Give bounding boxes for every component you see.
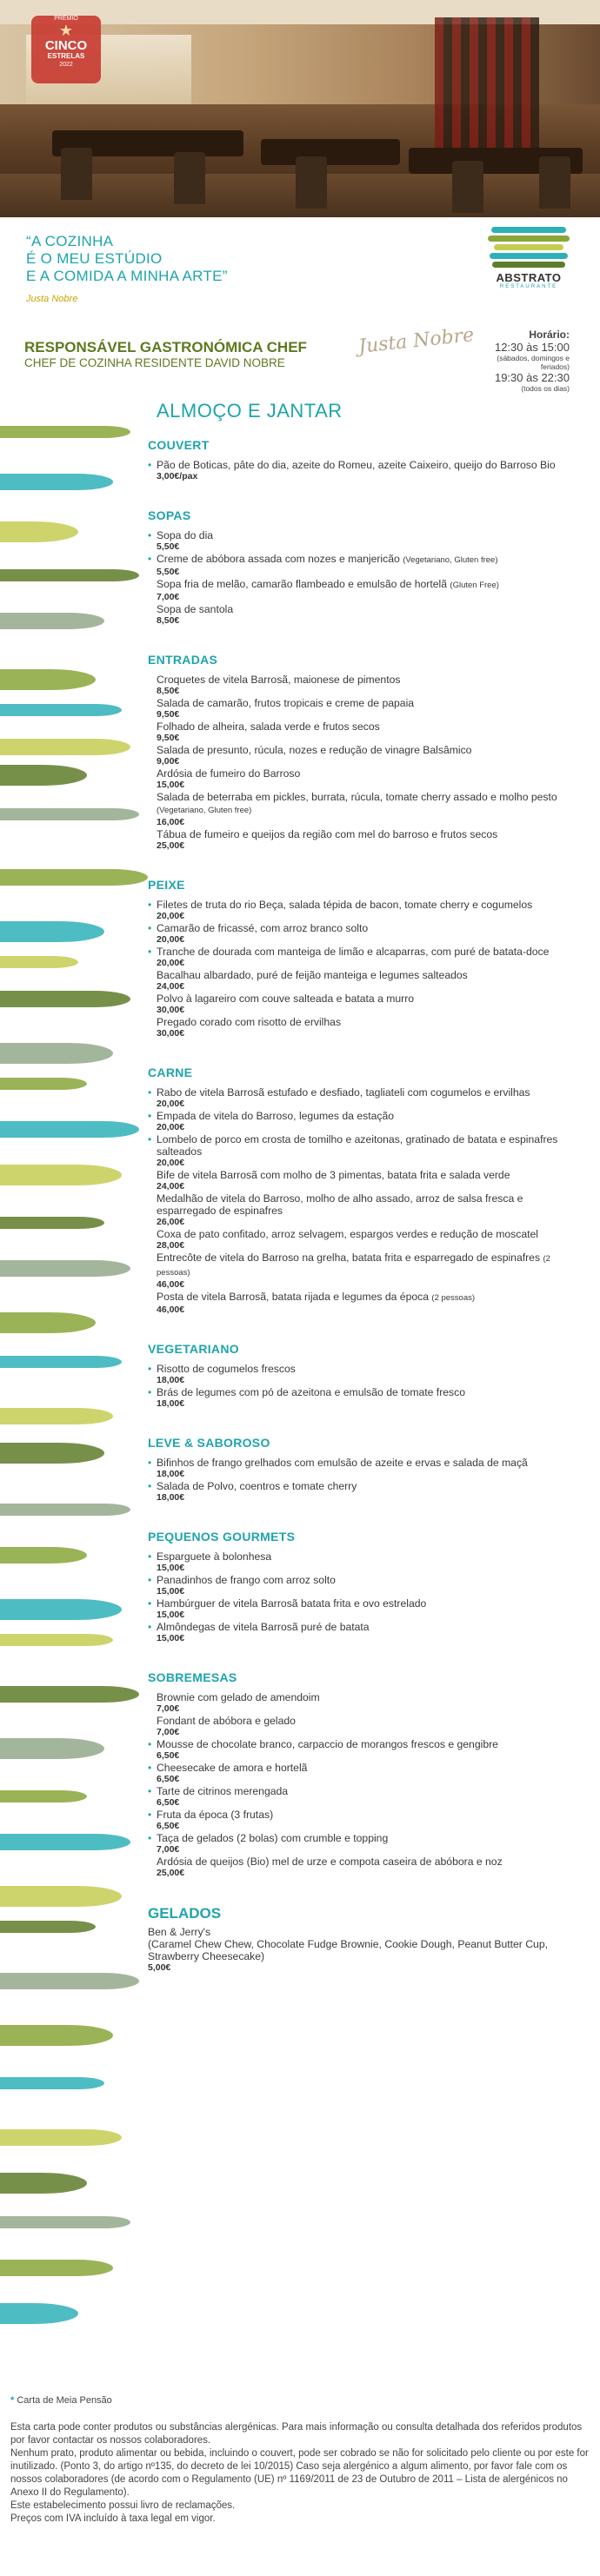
item-name: Almôndegas de vitela Barrosã puré de batata: [157, 1621, 370, 1633]
item-name: Medalhão de vitela do Barroso, molho de alho assado, arroz de salsa fresca e esparregado de espinafres: [157, 1192, 523, 1217]
item-name: Tarte de citrinos merengada: [157, 1785, 289, 1797]
item-price: 7,00€: [157, 1727, 180, 1737]
bullet-icon: •: [148, 1832, 152, 1844]
brush-stroke: [0, 1078, 87, 1090]
brush-stroke: [0, 1973, 139, 1989]
quote-line: “A COZINHA: [26, 233, 114, 249]
badge-line2: CINCO: [44, 38, 88, 53]
footer-line: Esta carta pode conter produtos ou substâncias alergénicas. Para mais informação ou consulta detalhada dos referidos produtos por favor contactar os nossos colaboradores.: [10, 2422, 583, 2446]
bullet-icon: •: [148, 1809, 152, 1821]
menu-item: [148, 993, 581, 1016]
logo-stripe: [492, 262, 565, 268]
menu-item: [148, 553, 581, 578]
brush-stroke: [0, 1217, 104, 1229]
item-name: Bacalhau albardado, puré de feijão manteiga e legumes salteados: [157, 969, 468, 981]
brush-stroke: [0, 426, 130, 438]
menu-item: [148, 1597, 581, 1621]
item-price: 20,00€: [157, 958, 185, 968]
item-name: Rabo de vitela Barrosã estufado e desfiado, tagliateli com cogumelos e ervilhas: [157, 1086, 530, 1099]
item-name: Brownie com gelado de amendoim: [157, 1691, 320, 1703]
menu-item: [148, 1169, 581, 1192]
bullet-icon: •: [148, 1738, 152, 1750]
category-title: CARNE: [148, 1066, 193, 1079]
item-name: Lombelo de porco em crosta de tomilho e azeitonas, gratinado de batata e espinafres salteados: [157, 1133, 558, 1158]
category-title: LEVE & SABOROSO: [148, 1436, 270, 1450]
menu-item: [148, 1785, 581, 1809]
item-name: Risotto de cogumelos frescos: [157, 1363, 296, 1375]
item-price: 9,50€: [157, 733, 180, 743]
item-name: Ardósia de fumeiro do Barroso: [157, 767, 301, 780]
item-price: 3,00€/pax: [157, 471, 198, 481]
menu-item: [148, 1457, 581, 1480]
item-name: Ben & Jerry's: [148, 1926, 211, 1938]
meia-pensao-label: Carta de Meia Pensão: [17, 2395, 112, 2406]
bullet-icon: •: [148, 1762, 152, 1774]
brush-stroke: [0, 2216, 130, 2228]
menu-item: [148, 1809, 581, 1832]
item-name: Cheesecake de amora e hortelã: [157, 1762, 308, 1774]
item-note: (Vegetariano, Gluten free): [157, 806, 252, 815]
item-price: 9,00€: [157, 756, 180, 767]
hours-dinner: 19:30 às 22:30: [494, 371, 570, 384]
brush-stroke: [0, 1121, 139, 1138]
menu-item: [148, 1926, 581, 1974]
bullet-icon: •: [148, 1785, 152, 1797]
category-title: COUVERT: [148, 438, 210, 452]
brush-stroke: [0, 1634, 113, 1646]
item-name: Salada de camarão, frutos tropicais e creme de papaia: [157, 697, 415, 709]
logo-stripe: [491, 227, 566, 233]
brush-stroke: [0, 869, 148, 886]
brush-stroke: [0, 2129, 122, 2146]
menu-item: [148, 767, 581, 791]
chef-quote: [26, 233, 228, 285]
meia-pensao-mark: *: [10, 2395, 15, 2406]
category-title: PEQUENOS GOURMETS: [148, 1530, 296, 1544]
item-price: 18,00€: [157, 1398, 185, 1409]
item-price: 5,50€: [157, 567, 180, 577]
item-name: Folhado de alheira, salada verde e frutos secos: [157, 720, 380, 733]
item-price: 8,50€: [157, 615, 180, 626]
hero-chair: [61, 148, 92, 200]
item-price: 7,00€: [157, 1703, 180, 1714]
menu-item: [148, 459, 581, 482]
meia-pensao-note: [10, 2394, 590, 2407]
brush-stroke: [0, 765, 87, 786]
bullet-icon: •: [148, 1597, 152, 1610]
brush-stroke: [0, 669, 96, 690]
item-price: 25,00€: [157, 1868, 185, 1878]
menu-item: [148, 1133, 581, 1169]
brush-stroke: [0, 2173, 87, 2194]
item-name: Bife de vitela Barrosã com molho de 3 pimentas, batata frita e salada verde: [157, 1169, 510, 1181]
item-note: (2 pessoas): [431, 1293, 476, 1303]
item-price: 20,00€: [157, 1122, 185, 1132]
menu-category: [148, 1342, 581, 1410]
menu-item: [148, 1715, 581, 1738]
brush-stroke: [0, 1356, 122, 1368]
menu-item: [148, 529, 581, 553]
item-price: 18,00€: [157, 1469, 185, 1479]
menu-item: [148, 1251, 581, 1291]
bullet-icon: •: [148, 553, 152, 565]
quote-author: Justa Nobre: [26, 294, 78, 304]
item-name: Salada de Polvo, coentros e tomate cherry: [157, 1480, 357, 1492]
item-name: Bifinhos de frango grelhados com emulsão de azeite e ervas e salada de maçã: [157, 1457, 528, 1469]
brush-stroke: [0, 474, 113, 490]
menu-item: [148, 1691, 581, 1715]
item-name: Mousse de chocolate branco, carpaccio de morangos frescos e gengibre: [157, 1738, 498, 1750]
item-price: 6,50€: [157, 1797, 180, 1808]
footer-line: Nenhum prato, produto alimentar ou bebida, incluindo o couvert, pode ser cobrado se não for solicitado pelo cliente ou por este for inutilizado. (Ponto 3, do artigo nº135, do decreto de lei 10/2015) Caso seja alergénico a algum alimento, por favor fale com os nossos colaboradores (de acordo com o Regulamento (UE) nº 1169/2011 de 23 de Outubro de 2011 – Lista de alergénicos no Anexo II do Regulamento).: [10, 2448, 589, 2498]
menu-item: [148, 744, 581, 767]
item-price: 15,00€: [157, 1563, 185, 1573]
bullet-icon: •: [148, 529, 152, 541]
hero-photo: [0, 0, 600, 217]
brush-stroke: [0, 2077, 104, 2089]
abstrato-logo: [485, 224, 572, 289]
item-price: 20,00€: [157, 1158, 185, 1168]
menu-list: [148, 438, 581, 2000]
item-name: Pregado corado com risotto de ervilhas: [157, 1016, 342, 1028]
menu-item: [148, 697, 581, 720]
menu-item: [148, 922, 581, 946]
section-title: ALMOÇO E JANTAR: [157, 400, 343, 422]
hero-table: [261, 139, 400, 165]
brush-stroke: [0, 991, 130, 1007]
brush-stroke: [0, 1408, 113, 1424]
category-title: SOBREMESAS: [148, 1670, 237, 1684]
menu-category: [148, 653, 581, 852]
item-name: Brás de legumes com pó de azeitona e emulsão de tomate fresco: [157, 1386, 465, 1398]
hours-lunch-note: (sábados, domingos e feriados): [497, 354, 570, 371]
menu-item: [148, 1856, 581, 1879]
logo-stripe: [494, 244, 563, 250]
brush-stroke: [0, 1260, 130, 1277]
hero-chair: [296, 156, 327, 209]
item-name: Croquetes de vitela Barrosã, maionese de pimentos: [157, 674, 401, 686]
category-title: SOPAS: [148, 508, 191, 522]
menu-item: [148, 1192, 581, 1228]
chef-signature: Justa Nobre: [357, 324, 476, 358]
item-name: Entrecôte de vitela do Barroso na grelha, batata frita e esparregado de espinafres: [157, 1251, 541, 1264]
item-name: Salada de beterraba em pickles, burrata, rúcula, tomate cherry assado e molho pesto: [157, 791, 557, 803]
menu-item: [148, 1016, 581, 1039]
brush-stroke: [0, 956, 78, 968]
item-name: Fruta da época (3 frutas): [157, 1809, 274, 1821]
item-price: 5,00€: [148, 1962, 171, 1973]
bullet-icon: •: [148, 459, 152, 471]
item-name: Hambúrguer de vitela Barrosã batata frita e ovo estrelado: [157, 1597, 427, 1610]
menu-item: [148, 1550, 581, 1574]
menu-categories: [148, 438, 581, 1879]
menu-item: [148, 828, 581, 852]
bullet-icon: •: [148, 1110, 152, 1122]
brush-stroke: [0, 569, 139, 581]
item-price: 8,50€: [157, 686, 180, 696]
menu-item: [148, 1386, 581, 1410]
category-title: GELADOS: [148, 1905, 222, 1922]
menu-item: [148, 791, 581, 828]
item-name: Salada de presunto, rúcula, nozes e redução de vinagre Balsâmico: [157, 744, 472, 756]
brush-stroke: [0, 1686, 139, 1703]
menu-item: [148, 1110, 581, 1133]
brush-stroke: [0, 739, 130, 755]
menu-item: [148, 1832, 581, 1856]
brush-stroke: [0, 1165, 122, 1185]
menu-item: [148, 1738, 581, 1762]
hours-dinner-note: (todos os dias): [521, 384, 570, 393]
item-flavours: (Caramel Chew Chew, Chocolate Fudge Brownie, Cookie Dough, Peanut Butter Cup, Strawberry Cheesecake): [148, 1938, 548, 1962]
bullet-icon: •: [148, 1480, 152, 1492]
menu-category: [148, 878, 581, 1039]
chef-title: RESPONSÁVEL GASTRONÓMICA CHEF: [24, 339, 307, 355]
menu-item: [148, 1762, 581, 1785]
item-price: 15,00€: [157, 1586, 185, 1597]
menu-category: [148, 438, 581, 482]
brush-stroke: [0, 1443, 104, 1464]
brush-stroke: [0, 2025, 113, 2046]
item-note: (Gluten Free): [450, 581, 499, 590]
hero-wine-rack: [435, 17, 539, 148]
menu-item: [148, 1228, 581, 1251]
brush-stroke: [0, 1043, 113, 1064]
badge-line1: PRÉMIO: [54, 16, 78, 22]
brush-stroke: [0, 2303, 78, 2324]
item-name: Esparguete à bolonhesa: [157, 1550, 272, 1563]
item-price: 6,50€: [157, 1821, 180, 1831]
item-price: 24,00€: [157, 1181, 185, 1192]
bullet-icon: •: [148, 1550, 152, 1563]
category-title: ENTRADAS: [148, 653, 218, 667]
menu-item: [148, 1621, 581, 1644]
item-note: (Vegetariano, Gluten free): [403, 555, 498, 565]
brush-stroke: [0, 1599, 122, 1620]
star-icon: ★: [58, 22, 74, 39]
item-name: Tranche de dourada com manteiga de limão e alcaparras, com puré de batata-doce: [157, 946, 550, 958]
brush-stroke: [0, 1504, 130, 1516]
badge-line3: ESTRELAS: [47, 52, 85, 60]
bullet-icon: •: [148, 1621, 152, 1633]
menu-item: [148, 1086, 581, 1110]
logo-subtitle: RESTAURANTE: [499, 284, 558, 289]
brush-stroke: [0, 704, 122, 716]
award-badge: [31, 16, 101, 83]
bullet-icon: •: [148, 922, 152, 934]
hero-chair: [174, 152, 205, 204]
brush-stroke: [0, 1921, 96, 1933]
bullet-icon: •: [148, 1133, 152, 1145]
item-price: 9,50€: [157, 709, 180, 720]
item-name: Camarão de fricassé, com arroz branco solto: [157, 922, 369, 934]
item-price: 15,00€: [157, 1610, 185, 1620]
menu-item: [148, 1363, 581, 1386]
bullet-icon: •: [148, 1574, 152, 1586]
menu-item: [148, 969, 581, 993]
logo-stripe: [490, 253, 568, 259]
footer-line: Este estabelecimento possui livro de reclamações.: [10, 2500, 236, 2511]
item-name: Sopa fria de melão, camarão flambeado e emulsão de hortelã: [157, 578, 448, 590]
menu-category: [148, 1066, 581, 1316]
footer-notes: [10, 2394, 590, 2526]
item-name: Posta de vitela Barrosã, batata rijada e legumes da época: [157, 1291, 430, 1303]
menu-item: [148, 1291, 581, 1316]
brush-stroke: [0, 521, 78, 542]
brush-stroke: [0, 1834, 130, 1850]
menu-item: [148, 720, 581, 744]
hero-chair: [452, 161, 483, 213]
item-name: Panadinhos de frango com arroz solto: [157, 1574, 336, 1586]
bullet-icon: •: [148, 946, 152, 958]
menu-category-gelados: [148, 1905, 581, 1974]
menu-item: [148, 1480, 581, 1504]
brush-stroke: [0, 808, 139, 820]
brush-stroke: [0, 1790, 87, 1803]
menu-item: [148, 946, 581, 969]
item-name: Taça de gelados (2 bolas) com crumble e topping: [157, 1832, 389, 1844]
item-price: 26,00€: [157, 1217, 185, 1227]
item-price: 30,00€: [157, 1028, 185, 1039]
opening-hours: [474, 329, 570, 393]
menu-item: [148, 1574, 581, 1597]
bullet-icon: •: [148, 1457, 152, 1469]
brush-stroke: [0, 1547, 87, 1564]
item-price: 18,00€: [157, 1375, 185, 1385]
item-price: 20,00€: [157, 911, 185, 921]
item-name: Pão de Boticas, pâte do dia, azeite do Romeu, azeite Caixeiro, queijo do Barroso Bio: [157, 459, 556, 471]
item-name: Filetes de truta do rio Beça, salada tépida de bacon, tomate cherry e cogumelos: [157, 899, 533, 911]
quote-line: É O MEU ESTÚDIO: [26, 250, 163, 267]
bullet-icon: •: [148, 1363, 152, 1375]
item-price: 7,00€: [157, 1844, 180, 1855]
item-name: Sopa de santola: [157, 603, 234, 615]
menu-item: [148, 674, 581, 697]
brush-stroke: [0, 1738, 104, 1759]
item-price: 20,00€: [157, 1099, 185, 1109]
item-price: 24,00€: [157, 981, 185, 992]
item-name: Fondant de abóbora e gelado: [157, 1715, 296, 1727]
logo-stripe: [488, 236, 570, 242]
item-note: (2 pessoas): [157, 1254, 550, 1278]
hours-lunch: 12:30 às 15:00: [494, 341, 570, 354]
menu-item: [148, 899, 581, 922]
brush-stroke: [0, 613, 104, 629]
item-price: 15,00€: [157, 1633, 185, 1643]
menu-category: [148, 1670, 581, 1879]
menu-category: [148, 1436, 581, 1504]
item-price: 18,00€: [157, 1492, 185, 1503]
brush-stroke: [0, 2260, 113, 2276]
bullet-icon: •: [148, 1086, 152, 1099]
item-price: 7,00€: [157, 592, 180, 602]
brush-stroke: [0, 1312, 96, 1333]
item-price: 16,00€: [157, 817, 185, 827]
menu-item: [148, 603, 581, 627]
category-title: VEGETARIANO: [148, 1342, 239, 1356]
item-price: 15,00€: [157, 780, 185, 790]
footer-line: Preços com IVA incluído à taxa legal em vigor.: [10, 2513, 216, 2524]
item-price: 46,00€: [157, 1279, 185, 1290]
item-price: 28,00€: [157, 1240, 185, 1251]
item-name: Empada de vitela do Barroso, legumes da estação: [157, 1110, 395, 1122]
menu-category: [148, 1530, 581, 1644]
item-price: 6,50€: [157, 1774, 180, 1784]
item-name: Sopa do dia: [157, 529, 214, 541]
item-price: 20,00€: [157, 934, 185, 945]
category-title: PEIXE: [148, 878, 185, 892]
menu-item: [148, 578, 581, 603]
item-price: 6,50€: [157, 1750, 180, 1761]
hero-chair: [539, 156, 570, 209]
item-name: Coxa de pato confitado, arroz selvagem, espargos verdes e redução de moscatel: [157, 1228, 538, 1240]
badge-year: 2022: [59, 62, 73, 68]
item-price: 46,00€: [157, 1305, 185, 1315]
item-price: 25,00€: [157, 840, 185, 851]
quote-line: E A COMIDA A MINHA ARTE”: [26, 268, 228, 284]
item-name: Ardósia de queijos (Bio) mel de urze e compota caseira de abóbora e noz: [157, 1856, 503, 1868]
brush-stroke: [0, 1886, 122, 1907]
chef-subtitle: CHEF DE COZINHA RESIDENTE DAVID NOBRE: [24, 356, 285, 369]
logo-name: ABSTRATO: [496, 271, 562, 284]
item-name: Polvo à lagareiro com couve salteada e batata a murro: [157, 993, 415, 1005]
item-price: 5,50€: [157, 541, 180, 552]
bullet-icon: •: [148, 1386, 152, 1398]
item-name: Creme de abóbora assada com nozes e manjericão: [157, 553, 400, 565]
item-price: 30,00€: [157, 1005, 185, 1015]
item-name: Tábua de fumeiro e queijos da região com mel do barroso e frutos secos: [157, 828, 498, 840]
brush-stroke: [0, 921, 104, 942]
hours-label: Horário:: [529, 329, 570, 341]
bullet-icon: •: [148, 899, 152, 911]
menu-category: [148, 508, 581, 627]
